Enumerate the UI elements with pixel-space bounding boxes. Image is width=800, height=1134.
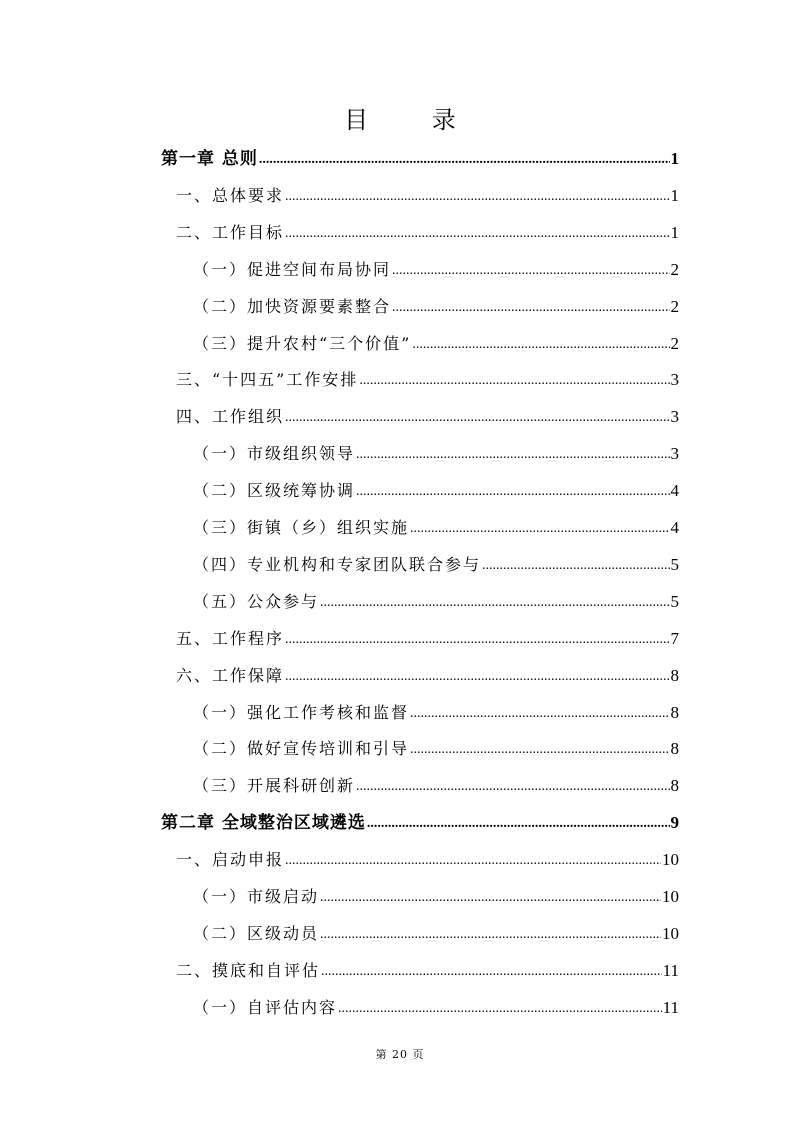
dot-leader [410, 520, 669, 538]
dot-leader [320, 889, 661, 907]
toc-page-number: 8 [670, 702, 679, 722]
toc-page-number: 2 [670, 259, 679, 279]
toc-page-number: 1 [670, 185, 679, 205]
toc-page-number: 4 [670, 518, 679, 537]
toc-page-number: 8 [670, 739, 679, 759]
toc-entry-label: 一、总体要求 [176, 185, 285, 205]
toc-chapter-entry[interactable] [161, 145, 679, 169]
toc-entry-label: （三）开展科研创新 [193, 776, 356, 796]
toc-entry-label: （二）做好宣传培训和引导 [193, 739, 410, 759]
toc-section-entry[interactable] [193, 588, 679, 612]
toc-page-number: 3 [670, 370, 679, 390]
toc-page-number: 2 [670, 333, 679, 353]
toc-entry-label: （三）提升农村“三个价值” [193, 333, 412, 353]
toc-section-entry[interactable] [193, 772, 679, 796]
dot-leader [412, 336, 669, 354]
dot-leader [356, 446, 669, 464]
toc-entry-label: （三）街镇（乡）组织实施 [193, 518, 410, 537]
toc-section-entry[interactable] [193, 883, 679, 907]
toc-section-entry[interactable] [193, 920, 679, 944]
toc-section-entry[interactable] [193, 330, 679, 354]
toc-page-number: 8 [670, 776, 679, 796]
toc-entry-label: 三、“十四五”工作安排 [176, 370, 359, 390]
dot-leader [410, 705, 669, 723]
toc-section-entry[interactable] [176, 625, 679, 649]
dot-leader [482, 557, 669, 575]
toc-section-entry[interactable] [193, 293, 679, 317]
toc-entry-label: 第二章 全域整治区域遴选 [161, 813, 366, 834]
toc-page-number: 10 [662, 850, 679, 870]
toc-entry-label: 第一章 总则 [161, 149, 258, 169]
dot-leader [359, 372, 669, 390]
toc-chapter-entry[interactable] [161, 809, 679, 833]
dot-leader [285, 409, 669, 427]
dot-leader [320, 926, 661, 944]
toc-section-entry[interactable] [176, 846, 679, 870]
toc-entry-label: （一）市级组织领导 [193, 444, 356, 464]
dot-leader [356, 778, 669, 796]
toc-entry-label: （五）公众参与 [193, 591, 320, 611]
dot-leader [410, 741, 669, 759]
toc-entry-label: 五、工作程序 [176, 628, 285, 648]
toc-entry-label: 四、工作组织 [176, 407, 285, 427]
dot-leader [285, 631, 669, 649]
toc-entry-label: （二）区级统筹协调 [193, 481, 356, 501]
toc-section-entry[interactable] [193, 256, 679, 280]
toc-entry-label: （二）加快资源要素整合 [193, 296, 392, 316]
dot-leader [285, 225, 669, 243]
toc-page-number: 9 [670, 813, 679, 833]
dot-leader [285, 668, 669, 686]
dot-leader [392, 299, 669, 317]
dot-leader [356, 483, 669, 501]
toc-section-entry[interactable] [193, 440, 679, 464]
toc-page-number: 7 [670, 628, 679, 648]
toc-section-entry[interactable] [176, 219, 679, 243]
toc-page-number: 1 [670, 222, 679, 242]
toc-entry-label: （一）市级启动 [193, 887, 320, 906]
toc-page-number: 8 [670, 665, 679, 685]
toc-section-entry[interactable] [193, 735, 679, 759]
toc-page-number: 3 [670, 444, 679, 464]
toc-page-number: 3 [670, 407, 679, 427]
dot-leader [392, 262, 669, 280]
toc-page-number: 2 [670, 296, 679, 316]
toc-entry-label: （四）专业机构和专家团队联合参与 [193, 554, 482, 574]
toc-entry-label: 二、摸底和自评估 [176, 960, 321, 980]
dot-leader [259, 151, 670, 169]
dot-leader [285, 188, 669, 206]
dot-leader [367, 815, 670, 833]
toc-page-number: 5 [670, 591, 679, 611]
dot-leader [320, 594, 669, 612]
page-title: 目 录 [344, 106, 484, 134]
toc-page-number: 10 [662, 923, 679, 943]
toc-section-entry[interactable] [193, 699, 679, 723]
toc-section-entry[interactable] [176, 957, 679, 981]
toc-section-entry[interactable] [193, 477, 679, 501]
toc-page-number: 5 [670, 554, 679, 574]
toc-entry-label: （二）区级动员 [193, 923, 320, 943]
toc-section-entry[interactable] [176, 366, 679, 390]
toc-section-entry[interactable] [193, 994, 679, 1018]
page-footer: 第 20 页 [375, 1048, 425, 1061]
toc-page-number: 11 [662, 997, 679, 1017]
dot-leader [285, 852, 661, 870]
toc-page-number: 1 [670, 149, 679, 168]
toc-page-number: 10 [662, 887, 679, 906]
toc-entry-label: 一、启动申报 [176, 850, 285, 870]
toc-section-entry[interactable] [176, 182, 679, 206]
toc-entry-label: （一）自评估内容 [193, 997, 338, 1017]
toc-section-entry[interactable] [193, 551, 679, 575]
toc-entry-label: （一）促进空间布局协同 [193, 259, 392, 279]
dot-leader [338, 1000, 662, 1018]
toc-section-entry[interactable] [193, 514, 679, 538]
toc-entry-label: （一）强化工作考核和监督 [193, 702, 410, 722]
toc-page-number: 4 [670, 481, 679, 501]
dot-leader [321, 963, 662, 981]
toc-section-entry[interactable] [176, 662, 679, 686]
toc-entry-label: 二、工作目标 [176, 222, 285, 242]
toc-page-number: 11 [662, 960, 679, 980]
toc-entry-label: 六、工作保障 [176, 665, 285, 685]
toc-section-entry[interactable] [176, 403, 679, 427]
